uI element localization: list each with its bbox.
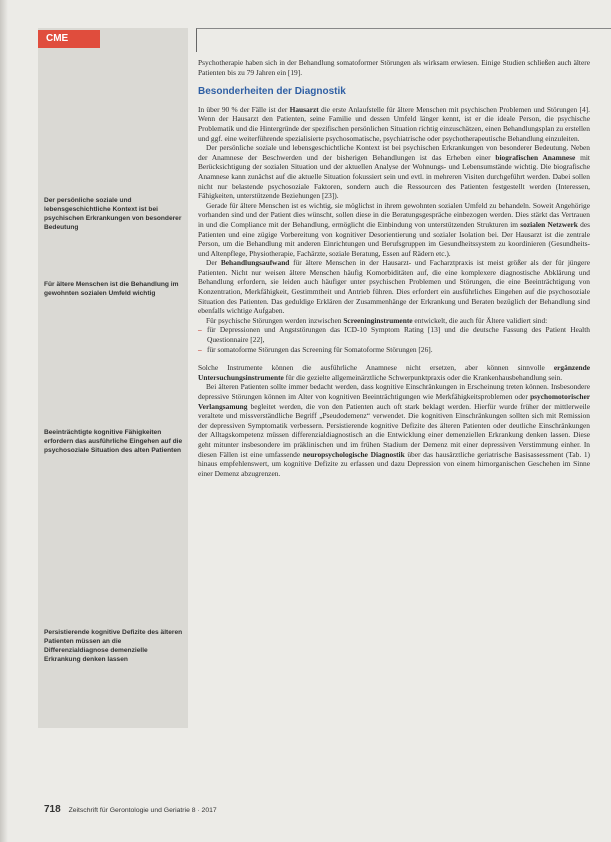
list-item: – für Depressionen und Angststörungen das ICD-10 Symptom Rating [13] und die deutsche Fassung des Patient Health Questionnaire [22], — [198, 325, 590, 344]
keyword-behandlungsaufwand: Behandlungsaufwand — [220, 258, 290, 268]
page-number: 718 — [44, 804, 61, 815]
margin-note-3: Beeinträchtigte kognitive Fähigkeiten erfordern das ausführliche Eingehen auf die psychosoziale Situation des alten Patienten — [44, 429, 183, 454]
keyword-hausarzt: Hausarzt — [289, 104, 319, 114]
cme-badge: CME — [38, 30, 100, 48]
intro-paragraph: Psychotherapie haben sich in der Behandlung somatoformer Störungen als wirksam erwiesen. Einige Studien schließen auch ältere Patienten bis zu 79 Jahren ein [19]. — [198, 58, 590, 77]
paragraph-soziales-umfeld: Gerade für ältere Menschen ist es wichtig, sie möglichst in ihrem gewohnten sozialen Umfeld zu behandeln. Soweit Angehörige vorhanden sind und der Patient dies wünscht, sollen diese in die Beratungsgespräche einbezogen werden. Dies stärkt das Vertrauen in und die Compliance mit der Behandlung, ermöglicht die Einbindung von unterstützenden Strukturen im sozialen Netzwerk des Patienten und eine zügige Vorbereitung von kognitiver Desorientierung und sozialer Isolation bei. Der Hausarzt ist die zentrale Person, um die Behandlung mit anderen Einrichtungen und Berufsgruppen im Gesundheitssystem zu koordinieren (Gesundheits- und Altenpflege, Physiotherapie, Fachärzte, soziale Beratung, Essen auf Rädern etc.). — [198, 200, 591, 258]
header-rule — [196, 28, 611, 52]
margin-note-2: Für ältere Menschen ist die Behandlung im gewohnten sozialen Umfeld wichtig — [44, 281, 179, 297]
paragraph-kognition: Bei älteren Patienten sollte immer bedacht werden, dass kognitive Einschränkungen in Erscheinung treten können. Insbesondere depressive Störungen können im Alter von kognitiven Beeinträchtigungen wie Merkfähigkeitsproblemen oder psychomotorischer Verlangsamung begleitet werden, die von den Patienten auch oft stark beklagt werden. Hierfür wurde früher der mittlerweile veraltete und missverständliche Begriff „Pseudodemenz“ verwendet. Die kognitiven Einschränkungen sollten sich mit Remission der depressiven Symptomatik verbessern. Persistierende kognitive Defizite des älteren Patienten oder deutliche Einschränkungen der Alltagskompetenz müssen differenzialdiagnostisch an die Entwicklung einer demenziellen Erkrankung denken lassen. Diese geht mitunter insbesondere im präklinischen und im frühen Stadium der Demenz mit einer depressiven Verstimmung einher. In diesen Fällen ist eine umfassende neuropsychologische Diagnostik über das hausärztliche geriatrische Basisassessment (Tab. 1) hinaus empfehlenswert, um kognitive Defizite zu erfassen und dazu Depression von einem hirnorganischen Geschehen im Sinne einer Demenz abzugrenzen. — [198, 382, 591, 478]
margin-note-4: Persistierende kognitive Defizite des älteren Patienten müssen an die Differenzialdiagnose demenzielle Erkrankung denken lassen — [44, 629, 183, 663]
keyword-psychomotorische-verlangsamung: psychomotorischer Verlangsamung — [198, 392, 590, 411]
keyword-screeninginstrumente: Screeninginstrumente — [343, 315, 413, 325]
paragraph-instrumente: Solche Instrumente können die ausführliche Anamnese nicht ersetzen, aber können sinnvolle ergänzende Untersuchungsinstrumente für die gezielte allgemeinärztliche Schwerpunktpraxis oder die Krankenhausbehandlung sein. — [198, 363, 590, 382]
margin-note-1: Der persönliche soziale und lebensgeschichtliche Kontext ist bei psychischen Erkrankungen von besonderer Bedeutung — [44, 197, 182, 231]
main-column — [198, 58, 590, 478]
section-heading: Besonderheiten der Diagnostik — [198, 86, 346, 98]
keyword-biografische-anamnese: biografischen Anamnese — [495, 152, 576, 162]
screening-list — [198, 325, 590, 354]
keyword-ergaenzende-untersuchungsinstrumente: ergänzende Untersuchungsinstrumente — [198, 363, 590, 382]
list-item: – für somatoforme Störungen das Screening für Somatoforme Störungen [26]. — [198, 345, 590, 355]
paragraph-screening: Für psychische Störungen werden inzwischen Screeninginstrumente entwickelt, die auch für Ältere validiert sind: — [206, 315, 548, 325]
margin-sidebar — [38, 28, 188, 728]
paragraph-behandlungsaufwand: Der Behandlungsaufwand für ältere Menschen in der Hausarzt- und Facharztpraxis ist meist größer als der für jüngere Patienten. Nicht nur weisen ältere Menschen häufig Komorbiditäten auf, die eine komplexere diagnostische Abklärung und Behandlung erfordern, sie leiden auch häufiger unter psychischen Problemen und Störungen, die eine Beeinträchtigung von Konzentration, Merkfähigkeit, Gestimmtheit und Antrieb führen. Dies erfordert ein ausführliches Eingehen auf die psychosoziale Situation des Patienten. Das geduldige Erklären der Zusammenhänge der Erkrankung und Beraten bezüglich der Behandlung sind ebenfalls wichtige Aufgaben. — [198, 258, 590, 316]
paragraph-hausarzt: In über 90 % der Fälle ist der Hausarzt die erste Anlaufstelle für ältere Menschen mit psychischen Problemen und Störungen [4]. Wenn der Hausarzt den Patienten, seine Familie und dessen Umfeld länger kennt, ist er die ideale Person, die psychische Problematik und die Hintergründe der spezifischen persönlichen Situation richtig einzuschätzen, einen Behandlungsplan zu erstellen und ggf. eine weiterführende spezialisierte psychosomatische, psychiatrische oder psychotherapeutische Behandlung einzuleiten. — [198, 104, 590, 143]
paragraph-biografie: Der persönliche soziale und lebensgeschichtliche Kontext ist bei psychischen Erkrankungen von besonderer Bedeutung. Neben der Anamnese der Beschwerden und der bisherigen Behandlungen ist das Erheben einer biografischen Anamnese mit Berücksichtigung der sozialen Situation und der aktuellen Analyse der Wohnungs- und Lebensumstände wichtig. Die biografische Anamnese kann zunächst auf die aktuelle Situation fokussiert sein und evtl. in mehreren Visiten durchgeführt werden. Dabei sollen nicht nur belastende psychosoziale Faktoren, sondern auch die Ressourcen des Patienten festgestellt werden (Interessen, Fähigkeiten, unterstützende Beziehungen [23]). — [198, 143, 590, 201]
journal-name: Zeitschrift für Gerontologie und Geriatrie 8 · 2017 — [68, 807, 217, 814]
keyword-soziales-netzwerk: sozialen Netzwerk — [520, 219, 578, 229]
keyword-neuropsychologische-diagnostik: neuropsychologische Diagnostik — [302, 449, 405, 459]
page-footer — [44, 804, 344, 815]
page-edge-shadow — [0, 0, 8, 842]
